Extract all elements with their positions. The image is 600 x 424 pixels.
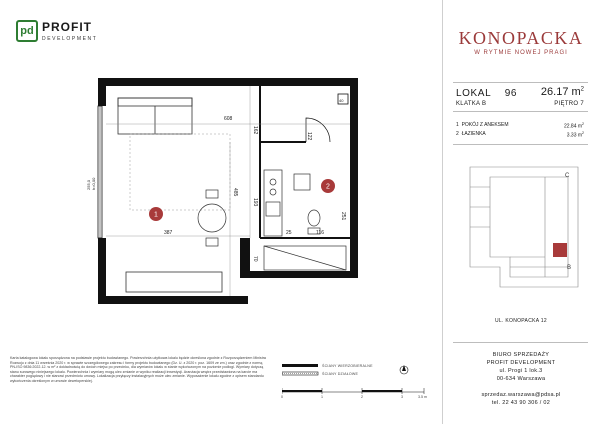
key-plan xyxy=(450,157,590,297)
north-arrow-icon xyxy=(400,365,408,374)
unit-label: LOKAL 96 xyxy=(456,88,518,99)
company-logo-mark: pd xyxy=(16,20,38,42)
dim-116: 116 xyxy=(316,230,324,236)
room-row: 2 ŁAZIENKA 3.33 $m^2$ xyxy=(456,131,584,139)
legend-partition-walls: ŚCIANY DZIAŁOWE xyxy=(322,372,359,376)
kitchen xyxy=(264,170,282,236)
divider xyxy=(453,82,588,83)
room-marker-2[interactable] xyxy=(321,179,335,193)
counter xyxy=(126,272,222,292)
street-label: UL. KONOPACKA 12 xyxy=(495,318,547,324)
sofa xyxy=(118,98,192,134)
floor-plan xyxy=(80,78,370,318)
sales-office-street: ul. Progi 1 lok.3 xyxy=(499,368,543,374)
dim-h0: h=0,00 xyxy=(91,177,96,190)
svg-text:2: 2 xyxy=(326,183,330,191)
dim-193: 193 xyxy=(252,198,258,207)
brand-subtitle: W RYTMIE NOWEJ PRAGI xyxy=(474,50,568,56)
key-plan-letter-c: C xyxy=(565,173,570,179)
svg-text:1: 1 xyxy=(154,211,158,219)
dining-table xyxy=(198,190,226,246)
scale-tick-0: 0 xyxy=(281,395,283,399)
divider xyxy=(453,111,588,112)
key-plan-letter-b: B xyxy=(567,265,572,271)
column-divider xyxy=(442,0,443,424)
divider xyxy=(453,342,588,343)
partition-walls xyxy=(260,86,350,238)
divider xyxy=(453,144,588,145)
shaft-label: 40 xyxy=(339,98,344,103)
sales-office-title: BIURO SPRZEDAŻY xyxy=(492,352,550,358)
scale-tick-1: 1 xyxy=(321,395,323,399)
scale-tick-2: 2 xyxy=(361,395,363,399)
dim-255: 255,0 xyxy=(86,179,91,190)
room-marker-1[interactable] xyxy=(149,207,163,221)
sales-office-email[interactable]: sprzedaz.warszawa@pdsa.pl xyxy=(481,392,561,398)
scale-tick-3: 3 xyxy=(401,395,403,399)
brand-title: KONOPACKA xyxy=(458,28,584,48)
unit-highlight xyxy=(553,243,567,257)
dim-608: 608 xyxy=(224,116,233,122)
legend-load-walls: ŚCIANY WIERZOBIERALNE xyxy=(322,364,373,368)
scale-bar xyxy=(282,388,424,394)
legal-disclaimer: Karta katalogowa lokalu sporządzona na podstawie projektu budowlanego. Powierzchnia użytkowa lokalu będzie określona zgodnie z Rozporządzeniem Ministra Rozwoju z dnia 11 września 2020 r. w sprawie szczegółowego zakresu i formy projektu budowlanego (Dz. U. z 2020 r. poz. 1609 ze zm.) oraz zgodnie z normą PN-ISO 9836:2022-12. w m² z dokładnością do dwóch miejsc po przecinku, dla wymiarów lokalu w stanie wykończonym na poziomie podłogi. Wymiary dotyczą stanu surowego niniejszego lokalu. Powierzchnia i wymiary mogą ulec zmianie w wyniku realizacji inwestycji. Aranżacja wnętrz przedstawiona na karcie ma charakter poglądowy i nie stanowi przedmiotu umowy. Lokalizacja przyłączy instalacyjnych może ulec zmianie. Wyposażenie lokalu zgodne z opisem standardu wykończenia określonym w umowie deweloperskiej. xyxy=(10,356,266,383)
unit-floor: PIĘTRO 7 xyxy=(554,101,584,107)
unit-number: 96 xyxy=(504,88,518,99)
dim-251: 251 xyxy=(340,212,346,221)
sales-office-phone[interactable]: tel. 22 43 90 306 / 02 xyxy=(491,400,551,406)
company-name: PROFIT xyxy=(42,20,92,34)
room-row: 1 POKÓJ Z ANEKSEM 22.84 $m^2$ xyxy=(456,122,584,130)
legend xyxy=(282,362,438,407)
dim-122: 122 xyxy=(306,132,312,141)
dim-387: 387 xyxy=(164,230,173,236)
sales-office-city: 00-634 Warszawa xyxy=(496,376,546,382)
dim-162: 162 xyxy=(252,126,258,135)
company-logo xyxy=(16,20,97,42)
unit-staircase: KLATKA B xyxy=(456,101,487,107)
unit-area: 26.17 $m^2$ xyxy=(540,86,584,98)
sales-office-company: PROFIT DEVELOPMENT xyxy=(486,360,556,366)
dim-25: 25 xyxy=(286,230,292,236)
scale-tick-end: 3.5 m xyxy=(418,395,427,399)
company-sub: DEVELOPMENT xyxy=(42,36,98,42)
dim-485: 485 xyxy=(232,188,238,197)
dim-70: 70 xyxy=(252,256,258,262)
